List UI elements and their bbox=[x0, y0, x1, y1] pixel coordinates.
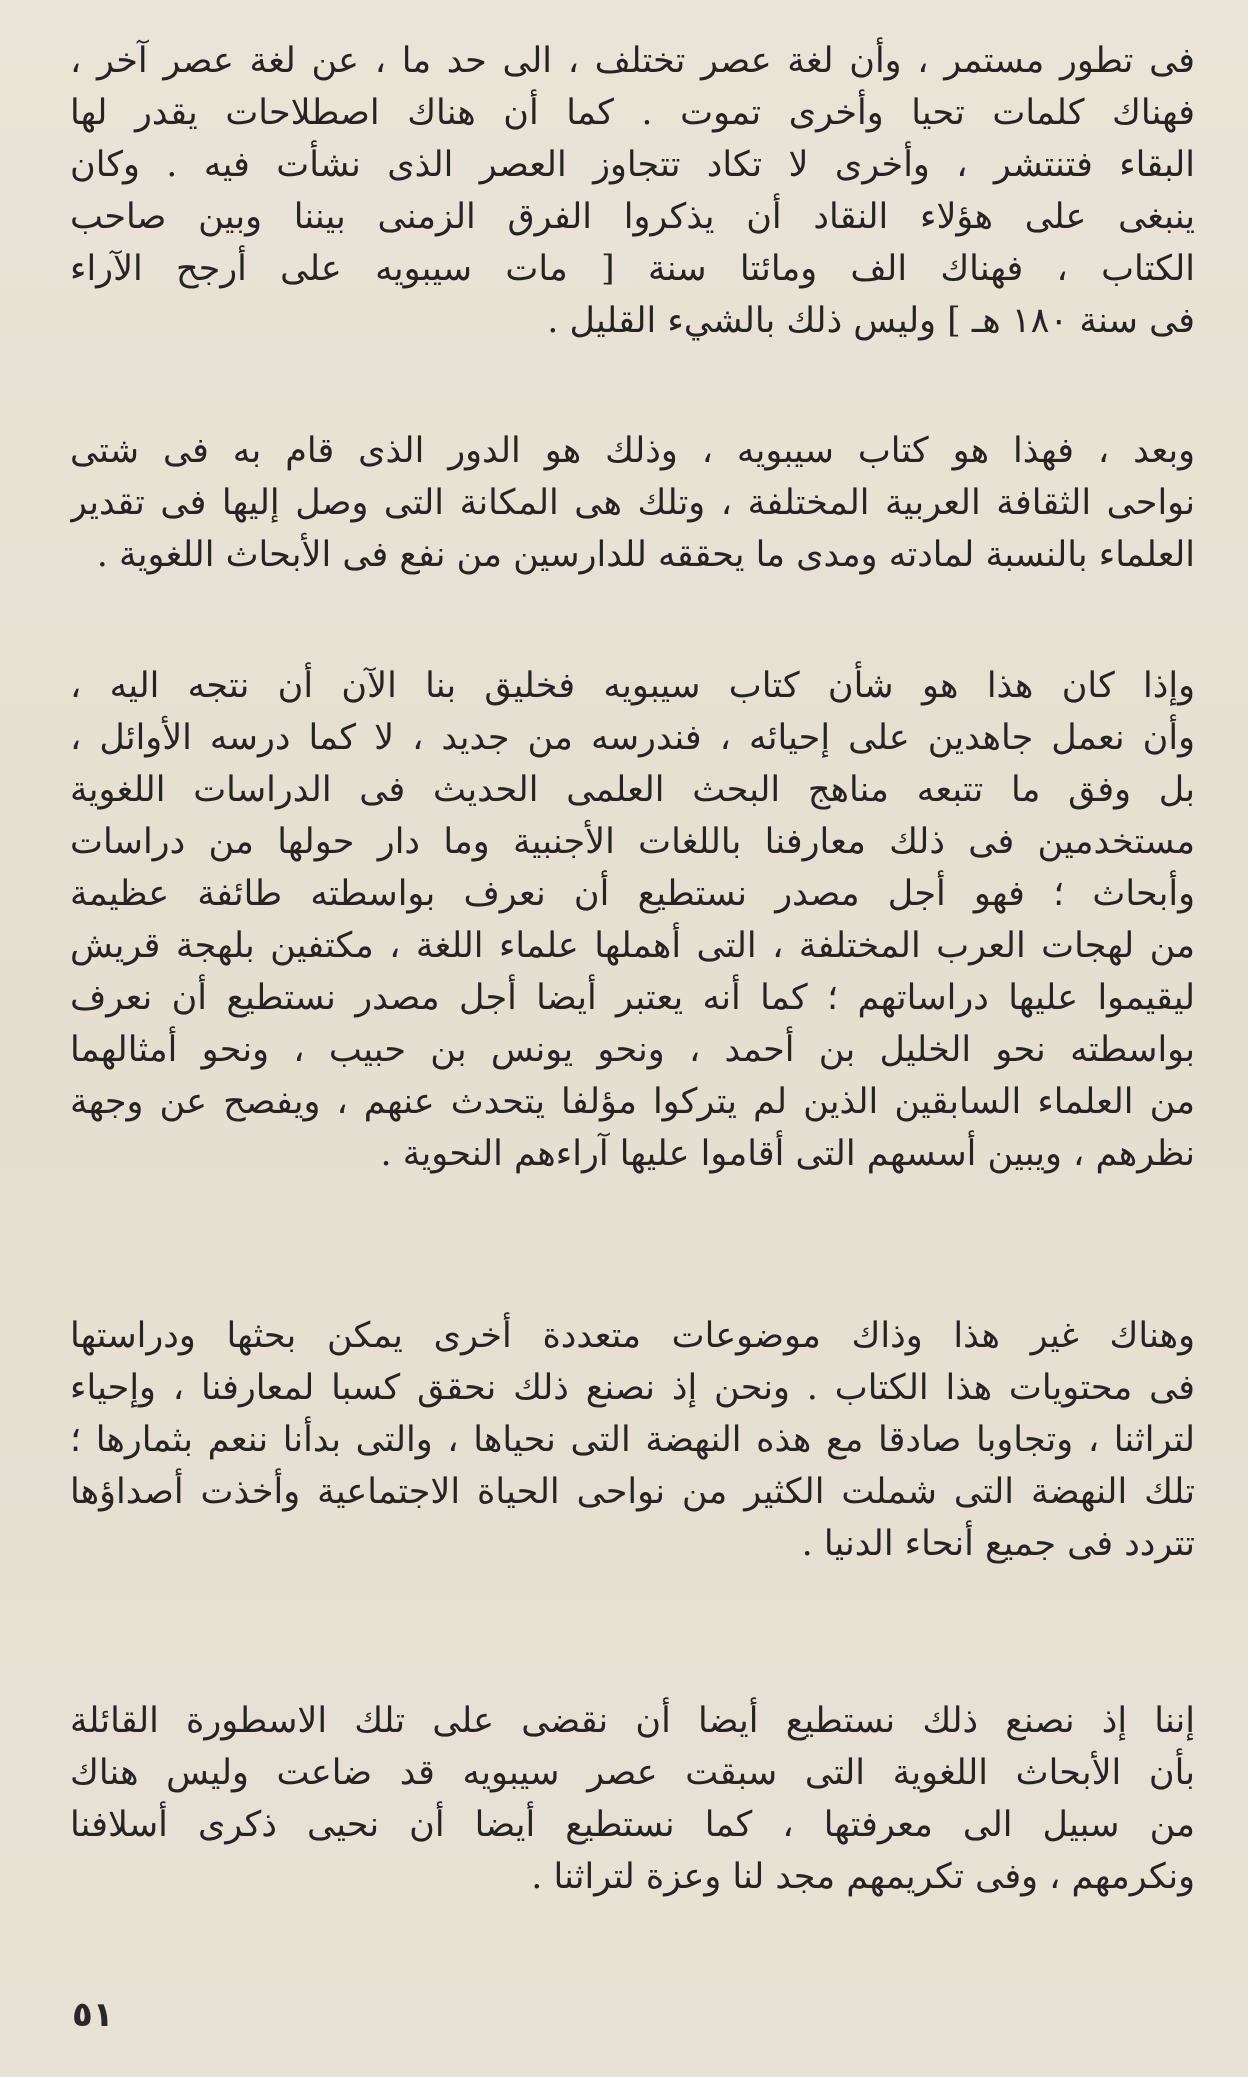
text-line: إننا إذ نصنع ذلك نستطيع أيضا أن نقضى على تلك الاسطورة القائلة bbox=[70, 1701, 1195, 1741]
text-line: بواسطته نحو الخليل بن أحمد ، ونحو يونس بن حبيب ، ونحو أمثالهما bbox=[70, 1030, 1195, 1070]
text-line: وأبحاث ؛ فهو أجل مصدر نستطيع أن نعرف بواسطته طائفة عظيمة bbox=[70, 874, 1195, 914]
text-line: ينبغى على هؤلاء النقاد أن يذكروا الفرق الزمنى بيننا وبين صاحب bbox=[70, 197, 1195, 237]
text-line: من العلماء السابقين الذين لم يتركوا مؤلفا يتحدث عنهم ، ويفصح عن وجهة bbox=[70, 1082, 1195, 1122]
text-line: لتراثنا ، وتجاوبا صادقا مع هذه النهضة التى نحياها ، والتى بدأنا ننعم بثمارها ؛ bbox=[70, 1420, 1195, 1460]
text-line: وبعد ، فهذا هو كتاب سيبويه ، وذلك هو الدور الذى قام به فى شتى bbox=[70, 431, 1195, 471]
text-line: تلك النهضة التى شملت الكثير من نواحى الحياة الاجتماعية وأخذت أصداؤها bbox=[70, 1472, 1195, 1512]
text-line: بل وفق ما تتبعه مناهج البحث العلمى الحديث فى الدراسات اللغوية bbox=[70, 770, 1195, 810]
text-line: بأن الأبحاث اللغوية التى سبقت عصر سيبويه قد ضاعت وليس هناك bbox=[70, 1753, 1195, 1793]
text-line: فى محتويات هذا الكتاب . ونحن إذ نصنع ذلك نحقق كسبا لمعارفنا ، وإحياء bbox=[70, 1368, 1195, 1408]
text-line: نظرهم ، ويبين أسسهم التى أقاموا عليها آراءهم النحوية . bbox=[380, 1134, 1195, 1174]
text-line: تتردد فى جميع أنحاء الدنيا . bbox=[801, 1524, 1195, 1564]
text-line: نواحى الثقافة العربية المختلفة ، وتلك هى المكانة التى وصل إليها فى تقدير bbox=[70, 483, 1195, 523]
text-line: وأن نعمل جاهدين على إحيائه ، فندرسه من جديد ، لا كما درسه الأوائل ، bbox=[70, 718, 1195, 758]
text-line: وإذا كان هذا هو شأن كتاب سيبويه فخليق بنا الآن أن نتجه اليه ، bbox=[70, 666, 1195, 706]
text-line: وهناك غير هذا وذاك موضوعات متعددة أخرى يمكن بحثها ودراستها bbox=[70, 1316, 1195, 1356]
text-line: العلماء بالنسبة لمادته ومدى ما يحققه للدارسين من نفع فى الأبحاث اللغوية . bbox=[96, 535, 1195, 575]
text-line: فى سنة ١٨٠ هـ ] وليس ذلك بالشيء القليل . bbox=[547, 301, 1195, 341]
text-line: من لهجات العرب المختلفة ، التى أهملها علماء اللغة ، مكتفين بلهجة قريش bbox=[70, 926, 1195, 966]
text-line: مستخدمين فى ذلك معارفنا باللغات الأجنبية وما دار حولها من دراسات bbox=[70, 822, 1195, 862]
page-number: ٥١ bbox=[72, 1995, 114, 2035]
text-line: من سبيل الى معرفتها ، كما نستطيع أيضا أن نحيى ذكرى أسلافنا bbox=[70, 1805, 1195, 1845]
text-line: فى تطور مستمر ، وأن لغة عصر تختلف ، الى حد ما ، عن لغة عصر آخر ، bbox=[70, 41, 1195, 81]
text-line: ونكرمهم ، وفى تكريمهم مجد لنا وعزة لتراثنا . bbox=[531, 1857, 1195, 1897]
text-line: الكتاب ، فهناك الف ومائتا سنة [ مات سيبويه على أرجح الآراء bbox=[70, 249, 1195, 289]
text-line: ليقيموا عليها دراساتهم ؛ كما أنه يعتبر أيضا أجل مصدر نستطيع أن نعرف bbox=[70, 978, 1195, 1018]
text-line: البقاء فتنتشر ، وأخرى لا تكاد تتجاوز العصر الذى نشأت فيه . وكان bbox=[70, 145, 1195, 185]
text-line: فهناك كلمات تحيا وأخرى تموت . كما أن هناك اصطلاحات يقدر لها bbox=[70, 93, 1195, 133]
